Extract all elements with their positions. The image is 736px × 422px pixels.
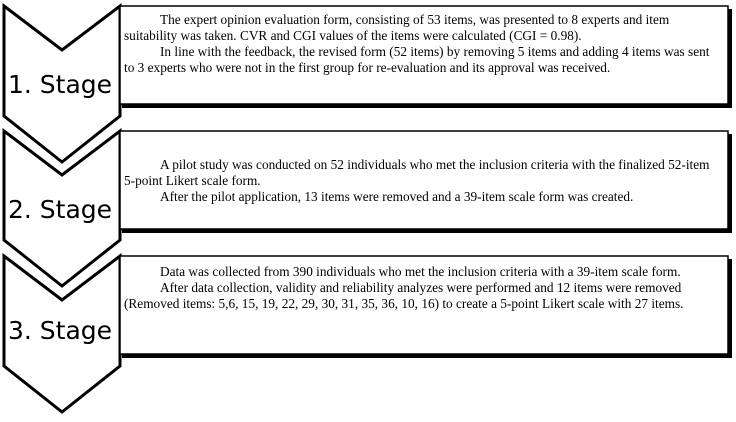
stage-2-paragraph-1: A pilot study was conducted on 52 individuals who met the inclusion criteria with the finalized 52-item 5-point Likert scale form. xyxy=(124,157,710,188)
stage-3-paragraph-1: Data was collected from 390 individuals who met the inclusion criteria with a 39-item scale form. xyxy=(160,264,681,279)
stage-3-box-shadow-bottom xyxy=(122,354,732,358)
stage-3-description xyxy=(124,264,720,312)
stage-2-box-shadow-right xyxy=(728,134,732,231)
stage-1-paragraph-1: The expert opinion evaluation form, consisting of 53 items, was presented to 8 experts and item suitability was taken. CVR and CGI values of the items were calculated (CGI = 0.98). xyxy=(124,12,670,43)
stage-2-paragraph-2: After the pilot application, 13 items were removed and a 39-item scale form was created. xyxy=(160,189,634,204)
stage-1-paragraph-2: In line with the feedback, the revised form (52 items) by removing 5 items and adding 4 items was sent to 3 experts who were not in the first group for re-evaluation and its approval was received. xyxy=(124,44,710,75)
stage-3-box-shadow-right xyxy=(728,259,732,356)
stage-3-paragraph-2: After data collection, validity and reliability analyzes were performed and 12 items were removed (Removed items: 5,6, 15, 19, 22, 29, 30, 31, 35, 36, 10, 16) to create a 5-point Likert scale with 27 items. xyxy=(124,280,684,311)
stage-2-description xyxy=(124,157,720,205)
stage-2-label: 2. Stage xyxy=(8,195,113,224)
stage-1-label: 1. Stage xyxy=(8,70,113,99)
stage-1-box-shadow-right xyxy=(728,9,732,106)
stage-1-description xyxy=(124,12,720,76)
stage-1-box-shadow-bottom xyxy=(122,104,732,108)
stage-2-box-shadow-bottom xyxy=(122,229,732,233)
stage-3-label: 3. Stage xyxy=(8,316,113,345)
